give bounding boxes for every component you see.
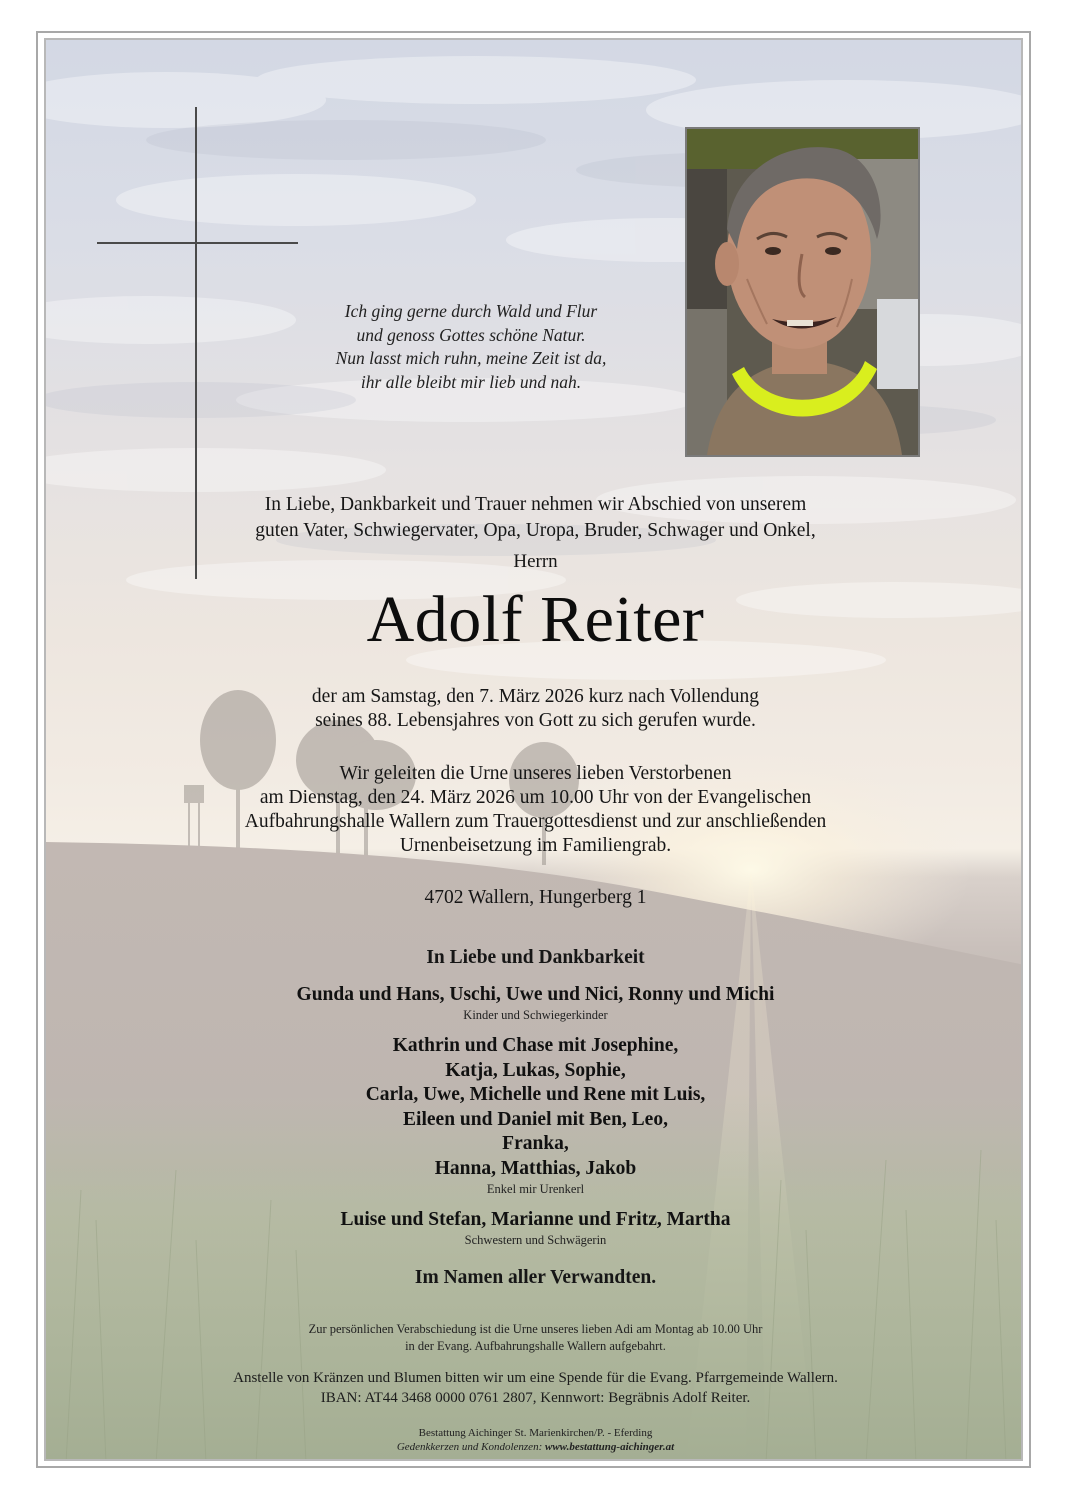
mourner-names: Kathrin und Chase mit Josephine, bbox=[392, 1035, 679, 1056]
poem-line: ihr alle bleibt mir lieb und nah. bbox=[360, 371, 582, 392]
mourner-group-siblings bbox=[46, 1208, 1023, 1248]
portrait-photo bbox=[685, 127, 920, 457]
poem-line: Nun lasst mich ruhn, meine Zeit ist da, bbox=[335, 348, 607, 368]
address: 4702 Wallern, Hungerberg 1 bbox=[424, 887, 647, 908]
mourners-closing: Im Namen aller Verwandten. bbox=[414, 1267, 657, 1288]
mourner-names: Gunda und Hans, Uschi, Uwe und Nici, Ronny und Michi bbox=[296, 984, 775, 1005]
poem bbox=[276, 300, 666, 394]
intro-line: guten Vater, Schwiegervater, Opa, Uropa, Bruder, Schwager und Onkel, bbox=[255, 520, 816, 541]
mourner-role: Enkel mir Urenkerl bbox=[486, 1181, 585, 1196]
mourner-role: Schwestern und Schwägerin bbox=[464, 1232, 607, 1247]
farewell-note-line: Zur persönlichen Verabschiedung ist die Urne unseres lieben Adi am Montag ab 10.00 Uhr bbox=[308, 1322, 763, 1336]
undertaker-website-link[interactable]: www.bestattung-aichinger.at bbox=[544, 1441, 675, 1453]
funeral-notice-line: Wir geleiten die Urne unseres lieben Verstorbenen bbox=[339, 763, 732, 784]
funeral-notice-line: Urnenbeisetzung im Familiengrab. bbox=[399, 835, 672, 856]
mourner-role: Kinder und Schwiegerkinder bbox=[463, 1007, 608, 1022]
mourner-names: Eileen und Daniel mit Ben, Leo, bbox=[403, 1108, 668, 1130]
undertaker-name: Bestattung Aichinger St. Marienkirchen/P. - Eferding bbox=[418, 1427, 653, 1439]
cross-icon-horizontal bbox=[97, 242, 298, 244]
mourner-names: Hanna, Matthias, Jakob bbox=[434, 1157, 637, 1179]
poem-line: und genoss Gottes schöne Natur. bbox=[356, 324, 586, 345]
poem-line: Ich ging gerne durch Wald und Flur bbox=[344, 301, 598, 321]
mourner-group-children bbox=[46, 983, 1023, 1023]
donation-line: Anstelle von Kränzen und Blumen bitten wir um eine Spende für die Evang. Pfarrgemeinde Wallern. bbox=[233, 1370, 838, 1386]
salutation: Herrn bbox=[513, 551, 558, 572]
obituary-content bbox=[46, 40, 1023, 1461]
funeral-notice-line: Aufbahrungshalle Wallern zum Trauergottesdienst und zur anschließenden bbox=[244, 811, 827, 832]
condolence-line bbox=[46, 1440, 1023, 1454]
portrait-illustration bbox=[687, 129, 918, 455]
intro-line: In Liebe, Dankbarkeit und Trauer nehmen wir Abschied von unserem bbox=[264, 494, 807, 515]
intro-text bbox=[46, 492, 1023, 544]
farewell-note bbox=[46, 1321, 1023, 1355]
death-notice-line: seines 88. Lebensjahres von Gott zu sich gerufen wurde. bbox=[315, 710, 756, 731]
mourner-names: Luise und Stefan, Marianne und Fritz, Martha bbox=[340, 1209, 731, 1230]
death-notice-line: der am Samstag, den 7. März 2026 kurz nach Vollendung bbox=[311, 686, 760, 707]
mourner-group-grandchildren bbox=[46, 1034, 1023, 1197]
condolence-label: Gedenkkerzen und Kondolenzen: bbox=[396, 1441, 543, 1453]
obituary-card bbox=[44, 38, 1023, 1461]
donation-line: IBAN: AT44 3468 0000 0761 2807, Kennwort: Begräbnis Adolf Reiter. bbox=[320, 1390, 751, 1406]
death-notice bbox=[46, 685, 1023, 733]
mourners-heading: In Liebe und Dankbarkeit bbox=[426, 947, 645, 968]
donation-note bbox=[46, 1368, 1023, 1408]
undertaker-info bbox=[46, 1426, 1023, 1454]
mourner-names: Carla, Uwe, Michelle und Rene mit Luis, bbox=[365, 1084, 706, 1106]
mourner-names: Katja, Lukas, Sophie, bbox=[445, 1059, 626, 1081]
farewell-note-line: in der Evang. Aufbahrungshalle Wallern aufgebahrt. bbox=[405, 1339, 666, 1353]
mourner-names: Franka, bbox=[502, 1133, 569, 1155]
funeral-notice-line: am Dienstag, den 24. März 2026 um 10.00 Uhr von der Evangelischen bbox=[259, 787, 812, 808]
deceased-name: Adolf Reiter bbox=[366, 583, 705, 656]
funeral-notice bbox=[46, 762, 1023, 858]
